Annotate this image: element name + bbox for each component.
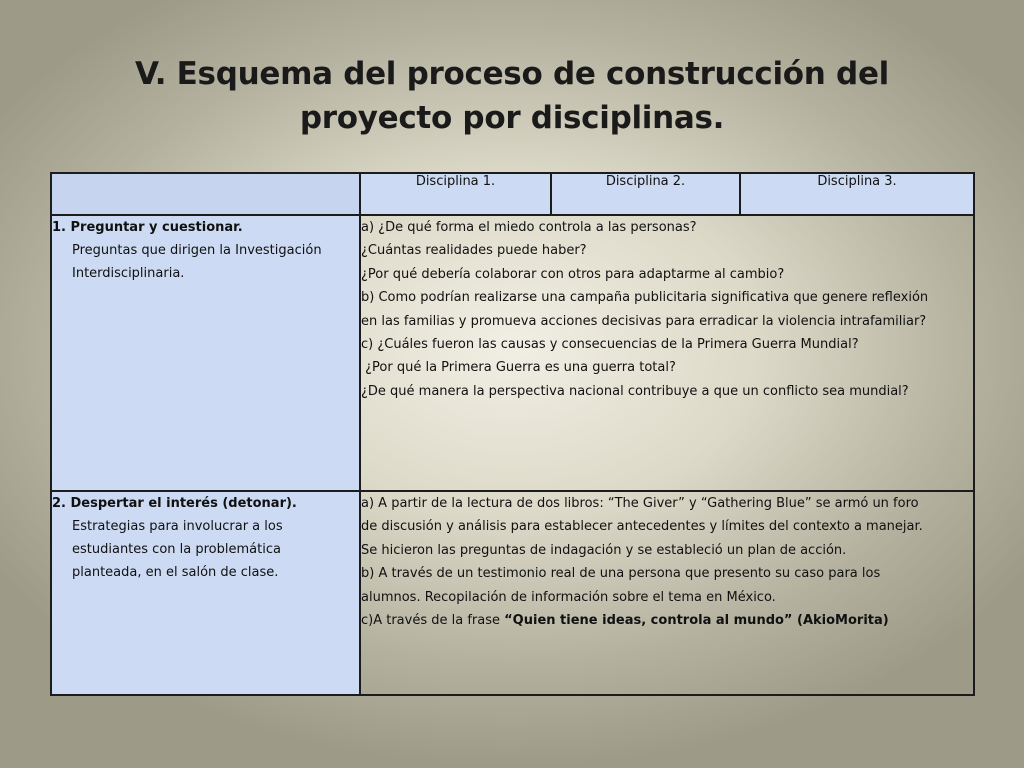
content-line: a) A partir de la lectura de dos libros: “The Giver” y “Gathering Blue” se armó un foro bbox=[361, 496, 919, 511]
content-line: ¿Por qué la Primera Guerra es una guerra total? bbox=[361, 360, 676, 376]
header-cell-blank bbox=[51, 173, 360, 215]
content-line: ¿Por qué debería colaborar con otros para adaptarme al cambio? bbox=[361, 266, 785, 282]
step-description-line: estudiantes con la problemática bbox=[72, 542, 281, 557]
step-cell bbox=[51, 491, 360, 695]
content-line: en las familias y promueva acciones decisivas para erradicar la violencia intrafamiliar? bbox=[361, 313, 927, 329]
header-cell-disciplina-3: Disciplina 3. bbox=[740, 173, 974, 215]
title-line-1: V. Esquema del proceso de construcción del bbox=[135, 56, 889, 92]
step-title: 2. Despertar el interés (detonar). bbox=[52, 496, 297, 511]
step-title: 1. Preguntar y cuestionar. bbox=[52, 220, 243, 235]
slide-title bbox=[0, 52, 1024, 140]
step-description-line: Estrategias para involucrar a los bbox=[72, 519, 283, 534]
step-description-line: Preguntas que dirigen la Investigación bbox=[72, 243, 322, 258]
content-line: alumnos. Recopilación de información sobre el tema en México. bbox=[361, 589, 776, 605]
content-cell bbox=[360, 491, 974, 695]
content-line bbox=[361, 609, 973, 632]
process-table bbox=[50, 172, 975, 696]
content-line: b) Como podrían realizarse una campaña publicitaria significativa que genere reflexión bbox=[361, 290, 929, 306]
content-line: a) ¿De qué forma el miedo controla a las personas? bbox=[361, 220, 697, 235]
step-description-line: Interdisciplinaria. bbox=[72, 266, 185, 281]
header-cell-disciplina-2: Disciplina 2. bbox=[551, 173, 740, 215]
table-row bbox=[51, 215, 974, 491]
content-line: b) A través de un testimonio real de una persona que presento su caso para los bbox=[361, 566, 881, 582]
content-line: c) ¿Cuáles fueron las causas y consecuencias de la Primera Guerra Mundial? bbox=[361, 337, 859, 353]
content-line: ¿De qué manera la perspectiva nacional contribuye a que un conflicto sea mundial? bbox=[361, 383, 909, 399]
title-line-2: proyecto por disciplinas. bbox=[299, 100, 725, 136]
quote-bold: “Quien tiene ideas, controla al mundo” (AkioMorita) bbox=[504, 613, 889, 629]
content-line: de discusión y análisis para establecer antecedentes y límites del contexto a manejar. bbox=[361, 519, 923, 535]
step-cell bbox=[51, 215, 360, 491]
content-line: ¿Cuántas realidades puede haber? bbox=[361, 243, 587, 259]
content-line: Se hicieron las preguntas de indagación y se estableció un plan de acción. bbox=[361, 542, 847, 558]
content-cell bbox=[360, 215, 974, 491]
quote-intro: c)A través de la frase bbox=[361, 613, 505, 629]
table-header-row bbox=[51, 173, 974, 215]
header-cell-disciplina-1: Disciplina 1. bbox=[360, 173, 551, 215]
table-row bbox=[51, 491, 974, 695]
step-description-line: planteada, en el salón de clase. bbox=[72, 565, 279, 580]
